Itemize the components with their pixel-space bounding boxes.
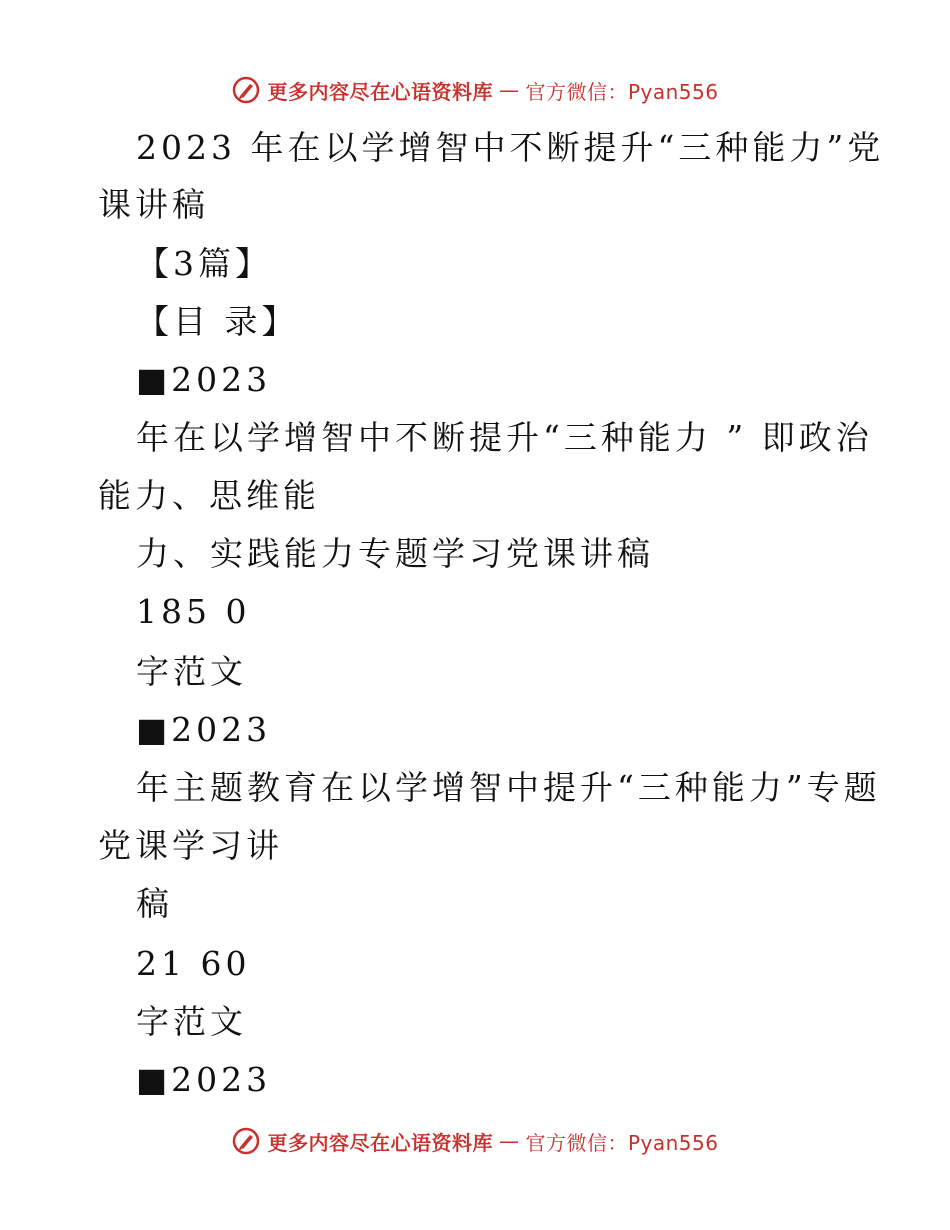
toc-entry-1-line-3: 力、实践能力专题学习党课讲稿	[136, 534, 654, 573]
banner-sub-text: 官方微信：Pyan556	[525, 79, 719, 104]
pen-logo-icon	[231, 75, 261, 105]
toc-entry-1-marker: ■2023	[136, 360, 272, 399]
banner-main-text: 更多内容尽在心语资料库	[267, 79, 493, 104]
banner-dash: —	[498, 1129, 520, 1153]
toc-entry-2-line-2: 党课学习讲	[98, 826, 283, 865]
document-count: 【3篇】	[136, 244, 272, 283]
banner-dash: —	[498, 78, 520, 102]
toc-entry-3-marker: ■2023	[136, 1060, 272, 1099]
pen-logo-icon	[231, 1126, 261, 1156]
banner-sub-text: 官方微信：Pyan556	[525, 1130, 719, 1155]
toc-entry-2-line-4: 21 60	[136, 944, 251, 983]
header-watermark-banner	[0, 70, 950, 110]
toc-entry-2-line-5: 字范文	[136, 1002, 247, 1041]
toc-entry-2-line-1: 年主题教育在以学增智中提升“三种能力”专题	[136, 768, 881, 807]
banner-main-text: 更多内容尽在心语资料库	[267, 1130, 493, 1155]
toc-entry-1-line-4: 185 0	[136, 592, 251, 631]
toc-entry-1-line-2: 能力、思维能	[98, 476, 320, 515]
toc-entry-1-line-5: 字范文	[136, 652, 247, 691]
footer-watermark-banner	[0, 1121, 950, 1161]
document-title-line-1: 2023 年在以学增智中不断提升“三种能力”党	[136, 128, 885, 167]
document-title-line-2: 课讲稿	[98, 185, 209, 224]
toc-entry-1-line-1: 年在以学增智中不断提升“三种能力 ” 即政治	[136, 418, 873, 457]
toc-entry-2-line-3: 稿	[136, 884, 173, 923]
toc-heading: 【目 录】	[136, 302, 299, 341]
toc-entry-2-marker: ■2023	[136, 710, 272, 749]
